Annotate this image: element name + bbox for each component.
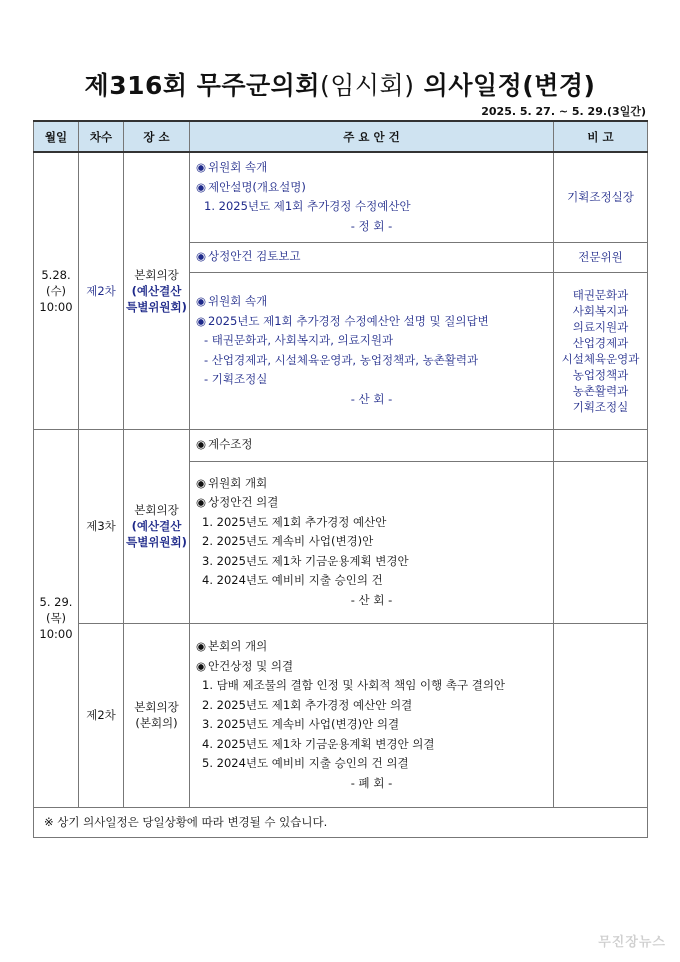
footnote: ※ 상기 의사일정은 당일상황에 따라 변경될 수 있습니다.	[34, 807, 648, 837]
weekday-text: (목)	[45, 611, 67, 625]
header-date: 월일	[34, 121, 79, 152]
agenda-cell	[190, 272, 554, 429]
bullet-icon: ◉	[196, 437, 207, 452]
committee-text: (예산결산	[131, 519, 182, 533]
committee-text: 특별위원회)	[126, 299, 187, 314]
dept-text: 태권문화과	[572, 287, 629, 302]
bullet-icon: ◉	[196, 160, 207, 175]
header-remark: 비 고	[554, 121, 648, 152]
list-item: ◉ 위원회 개회	[196, 474, 547, 494]
adjourn-text: - 산 회 -	[350, 592, 393, 607]
table-row	[34, 623, 648, 807]
place-text: 본회의장	[134, 267, 179, 282]
list-item: ◉ 안건상정 및 의결	[196, 657, 547, 677]
close-session-text: - 폐 회 -	[350, 775, 393, 790]
committee-text: 특별위원회)	[126, 535, 187, 549]
list-item: ◉ 본회의 개의	[196, 637, 547, 657]
date-cell	[34, 429, 79, 807]
date-cell	[34, 152, 79, 429]
dept-text: 의료지원과	[572, 319, 629, 334]
list-item: 2. 2025년도 제1회 추가경정 예산안 의결	[202, 697, 413, 712]
remark-cell	[554, 461, 648, 623]
bullet-icon: ◉	[196, 475, 207, 490]
list-item: ◉ 위원회 속개	[196, 292, 547, 312]
agenda-cell	[190, 461, 554, 623]
date-text: 5.28.	[41, 267, 71, 282]
date-text: 5. 29.	[39, 595, 73, 609]
table-row	[34, 429, 648, 461]
order-cell: 제3차	[79, 429, 124, 623]
remark-cell: 전문위원	[554, 242, 648, 272]
remark-cell	[554, 272, 648, 429]
bullet-icon: ◉	[196, 294, 207, 308]
place-cell	[124, 429, 190, 623]
list-item: ◉ 상정안건 의결	[196, 493, 547, 513]
agenda-cell	[190, 152, 554, 242]
list-item: 1. 담배 제조물의 결함 인정 및 사회적 책임 이행 촉구 결의안	[202, 678, 506, 692]
header-place: 장 소	[124, 121, 190, 152]
list-item: - 태권문화과, 사회복지과, 의료지원과	[204, 333, 394, 347]
header-row	[34, 121, 648, 152]
bullet-icon: ◉	[196, 658, 207, 673]
watermark-logo: 무진장뉴스	[598, 935, 666, 950]
plenary-text: (본회의)	[135, 716, 178, 730]
bullet-icon: ◉	[196, 639, 207, 653]
remark-cell	[554, 429, 648, 461]
header-agenda: 주 요 안 건	[190, 121, 554, 152]
bullet-icon: ◉	[196, 249, 207, 264]
recess-text: - 정 회 -	[350, 218, 393, 233]
bullet-icon: ◉	[196, 313, 207, 328]
session-period: 2025. 5. 27. ~ 5. 29.(3일간)	[481, 105, 646, 118]
list-item: ◉ 2025년도 제1회 추가경정 수정예산안 설명 및 질의답변	[196, 312, 547, 332]
list-item: 1. 2025년도 제1회 추가경정 수정예산안	[204, 199, 411, 214]
time-text: 10:00	[39, 299, 73, 314]
dept-text: 사회복지과	[572, 303, 629, 318]
time-text: 10:00	[39, 627, 73, 641]
list-item: 2. 2025년도 계속비 사업(변경)안	[202, 534, 374, 549]
list-item: ◉ 계수조정	[196, 435, 547, 455]
list-item: - 산업경제과, 시설체육운영과, 농업정책과, 농촌활력과	[204, 352, 479, 367]
bullet-icon: ◉	[196, 495, 207, 510]
place-cell	[124, 623, 190, 807]
dept-text: 기획조정실	[572, 399, 629, 414]
list-item: 4. 2025년도 제1차 기금운용계획 변경안 의결	[202, 736, 435, 751]
list-item: 4. 2024년도 예비비 지출 승인의 건	[202, 573, 383, 588]
note-row	[34, 807, 648, 837]
dept-text: 시설체육운영과	[561, 351, 640, 366]
adjourn-text: - 산 회 -	[350, 391, 393, 406]
list-item: 5. 2024년도 예비비 지출 승인의 건 의결	[202, 756, 409, 770]
dept-text: 농촌활력과	[572, 383, 629, 398]
agenda-cell	[190, 242, 554, 272]
remark-cell	[554, 623, 648, 807]
order-cell: 제2차	[79, 623, 124, 807]
agenda-cell	[190, 623, 554, 807]
remark-cell: 기획조정실장	[554, 152, 648, 242]
table-row	[34, 152, 648, 242]
place-text: 본회의장	[134, 700, 179, 714]
agenda-cell	[190, 429, 554, 461]
list-item: 3. 2025년도 계속비 사업(변경)안 의결	[202, 717, 400, 731]
dept-text: 농업정책과	[572, 367, 629, 382]
committee-text: (예산결산	[131, 283, 182, 298]
place-text: 본회의장	[134, 503, 179, 517]
dept-text: 산업경제과	[572, 335, 629, 350]
list-item: 3. 2025년도 제1차 기금운용계획 변경안	[202, 553, 409, 568]
bullet-icon: ◉	[196, 179, 207, 194]
list-item: 1. 2025년도 제1회 추가경정 예산안	[202, 514, 387, 529]
order-cell: 제2차	[79, 152, 124, 429]
page-title: 제316회 무주군의회(임시회) 의사일정(변경)	[84, 71, 596, 100]
list-item: ◉ 제안설명(개요설명)	[196, 178, 547, 198]
place-cell	[124, 152, 190, 429]
list-item: - 기획조정실	[204, 372, 268, 386]
list-item: ◉ 상정안건 검토보고	[196, 247, 547, 267]
schedule-table	[33, 120, 648, 838]
header-order: 차수	[79, 121, 124, 152]
weekday-text: (수)	[45, 283, 67, 298]
list-item: ◉ 위원회 속개	[196, 158, 547, 178]
